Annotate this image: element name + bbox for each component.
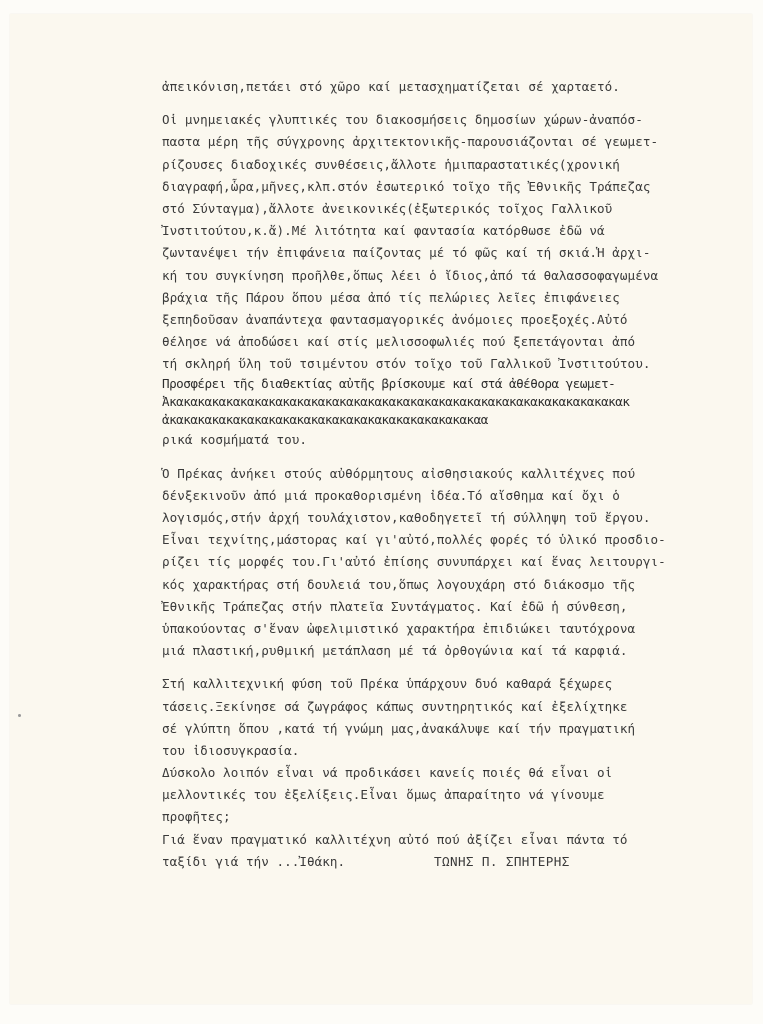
text-line: μιά πλαστική,ρυθμική μετάπλαση μέ τά ὀρθογώνια καί τά καρφιά. (162, 643, 628, 659)
text-line: ταξίδι γιά τήν ...Ἰθάκη. (162, 853, 346, 869)
text-line: λογισμός,στήν ἀρχή τουλάχιστον,καθοδηγετεῖ τή σύλληψη τοῦ ἔργου. (162, 510, 651, 525)
text-line: στό Σύνταγμα),ἄλλοτε ἀνεικονικές(ἐξωτερικός τοῖχος Γαλλικοῦ (162, 200, 613, 216)
text-line: βράχια τῆς Πάρου ὅπου μέσα ἀπό τίς πελώριες λεῖες ἐπιφάνειες (162, 289, 620, 305)
text-line: Στή καλλιτεχνική φύση τοῦ Πρέκα ὑπάρχουν δυό καθαρά ξέχωρες (162, 676, 613, 692)
text-line: παστα μέρη τῆς σύγχρονης ἀρχιτεκτονικῆς-παρουσιάζονται σέ γεωμετ- (162, 134, 659, 150)
paper-speck (18, 714, 21, 717)
text-line: ξεπηδοῦσαν ἀναπάντεχα φαντασμαγορικές ἀνόμοιες προεξοχές.Αὐτό (162, 311, 628, 327)
text-line: σέ γλύπτη ὅπου ,κατά τή γνώμη μας,ἀνακάλυψε καί τήν πραγματική (162, 720, 636, 736)
text-line: δένξεκινοῦν ἀπό μιά προκαθορισμένη ἰδέα.Τό αἴσθημα καί ὄχι ὁ (162, 487, 620, 503)
text-line: Ὁ Πρέκας ἀνήκει στούς αὐθόρμητους αἰσθησιακούς καλλιτέχνες πού (162, 465, 636, 481)
text-line: ζωντανέψει τήν ἐπιφάνεια παίζοντας μέ τό φῶς καί τή σκιά.Ἡ ἀρχι- (162, 245, 651, 261)
text-line: προφῆτες; (162, 809, 231, 825)
text-line: τή σκληρή ὕλη τοῦ τσιμέντου στόν τοῖχο τοῦ Γαλλικοῦ Ἰνστιτούτου. (162, 356, 651, 372)
text-line: μελλοντικές του ἐξελίξεις.Εἶναι ὅμως ἀπαραίτητο νά γίνουμε (162, 787, 605, 803)
text-line: Ἰνστιτούτου,κ.ἄ).Μέ λιτότητα καί φαντασία κατόρθωσε ἐδῶ νά (162, 223, 605, 239)
text-line: θέλησε νά ἀποδώσει καί στίς μελισσοφωλιές πού ξεπετάγονται ἀπό (162, 334, 636, 350)
paragraph-4 (162, 673, 722, 873)
author-signature-line: ΤΩΝΗΣ Π. ΣΠΗΤΕΡΗΣ (434, 854, 570, 869)
text-line: τάσεις.Ξεκίνησε σά ζωγράφος κάπως συντηρητικός καί ἐξελίχτηκε (162, 698, 628, 714)
typed-page (10, 14, 752, 1004)
paragraph-3 (162, 463, 722, 663)
overtyped-line: Προσφέρει τῆς διαθεκτίας αὐτῆς βρίσκουμε καί στά ἀθέθορα γεωμετ- (162, 376, 616, 392)
text-line: Εἶναι τεχνίτης,μάστορας καί γι'αὐτό,πολλές φορές τό ὑλικό προσδιο- (162, 532, 666, 548)
text-line: κή του συγκίνηση προῆλθε,ὅπως λέει ὁ ἴδιος,ἀπό τά θαλασσοφαγωμένα (162, 267, 659, 283)
text-line: ρίζει τίς μορφές του.Γι'αὐτό ἐπίσης συνυπάρχει καί ἕνας λειτουργι- (162, 554, 666, 570)
text-line: κός χαρακτήρας στή δουλειά του,ὅπως λογουχάρη στό διάκοσμο τῆς (162, 576, 636, 592)
text-line: ὑπακούοντας σ'ἕναν ὠφελιμιστικό χαρακτήρα ἐπιδιώκει ταυτόχρονα (162, 620, 636, 636)
text-line: Οἱ μνημειακές γλυπτικές του διακοσμήσεις δημοσίων χώρων-ἀναπόσ- (162, 112, 643, 128)
typed-text-body (162, 76, 722, 884)
text-line: Γιά ἕναν πραγματικό καλλιτέχνη αὐτό πού ἀξίζει εἶναι πάντα τό (162, 831, 628, 847)
struck-out-line: ἀκακακακακακακακακακακακακακακακακακακακακακαα (162, 412, 488, 428)
text-line: Ἐθνικῆς Τράπεζας στήν πλατεῖα Συντάγματος. Καί ἐδῶ ἡ σύνθεση, (162, 598, 628, 614)
struck-out-line: Ἀκακακακακακακακακακακακακακακακακακακακακακακακακακακακακακακακακ (162, 394, 630, 410)
paragraph-1 (162, 76, 722, 98)
text-line: Δύσκολο λοιπόν εἶναι νά προδικάσει κανείς ποιές θά εἶναι οἱ (162, 765, 613, 781)
text-line: ἀπεικόνιση,πετάει στό χῶρο καί μετασχηματίζεται σέ χαρταετό. (162, 79, 620, 94)
text-line: ρίζουσες διαδοχικές συνθέσεις,ἄλλοτε ἡμιπαραστατικές(χρονική (162, 156, 620, 172)
text-line: του ἰδιοσυγκρασία. (162, 742, 300, 758)
text-line: διαγραφή,ὧρα,μῆνες,κλπ.στόν ἐσωτερικό τοῖχο τῆς Ἐθνικῆς Τράπεζας (162, 178, 651, 194)
text-line: ρικά κοσμήματά του. (162, 432, 308, 448)
paragraph-2 (162, 109, 722, 451)
